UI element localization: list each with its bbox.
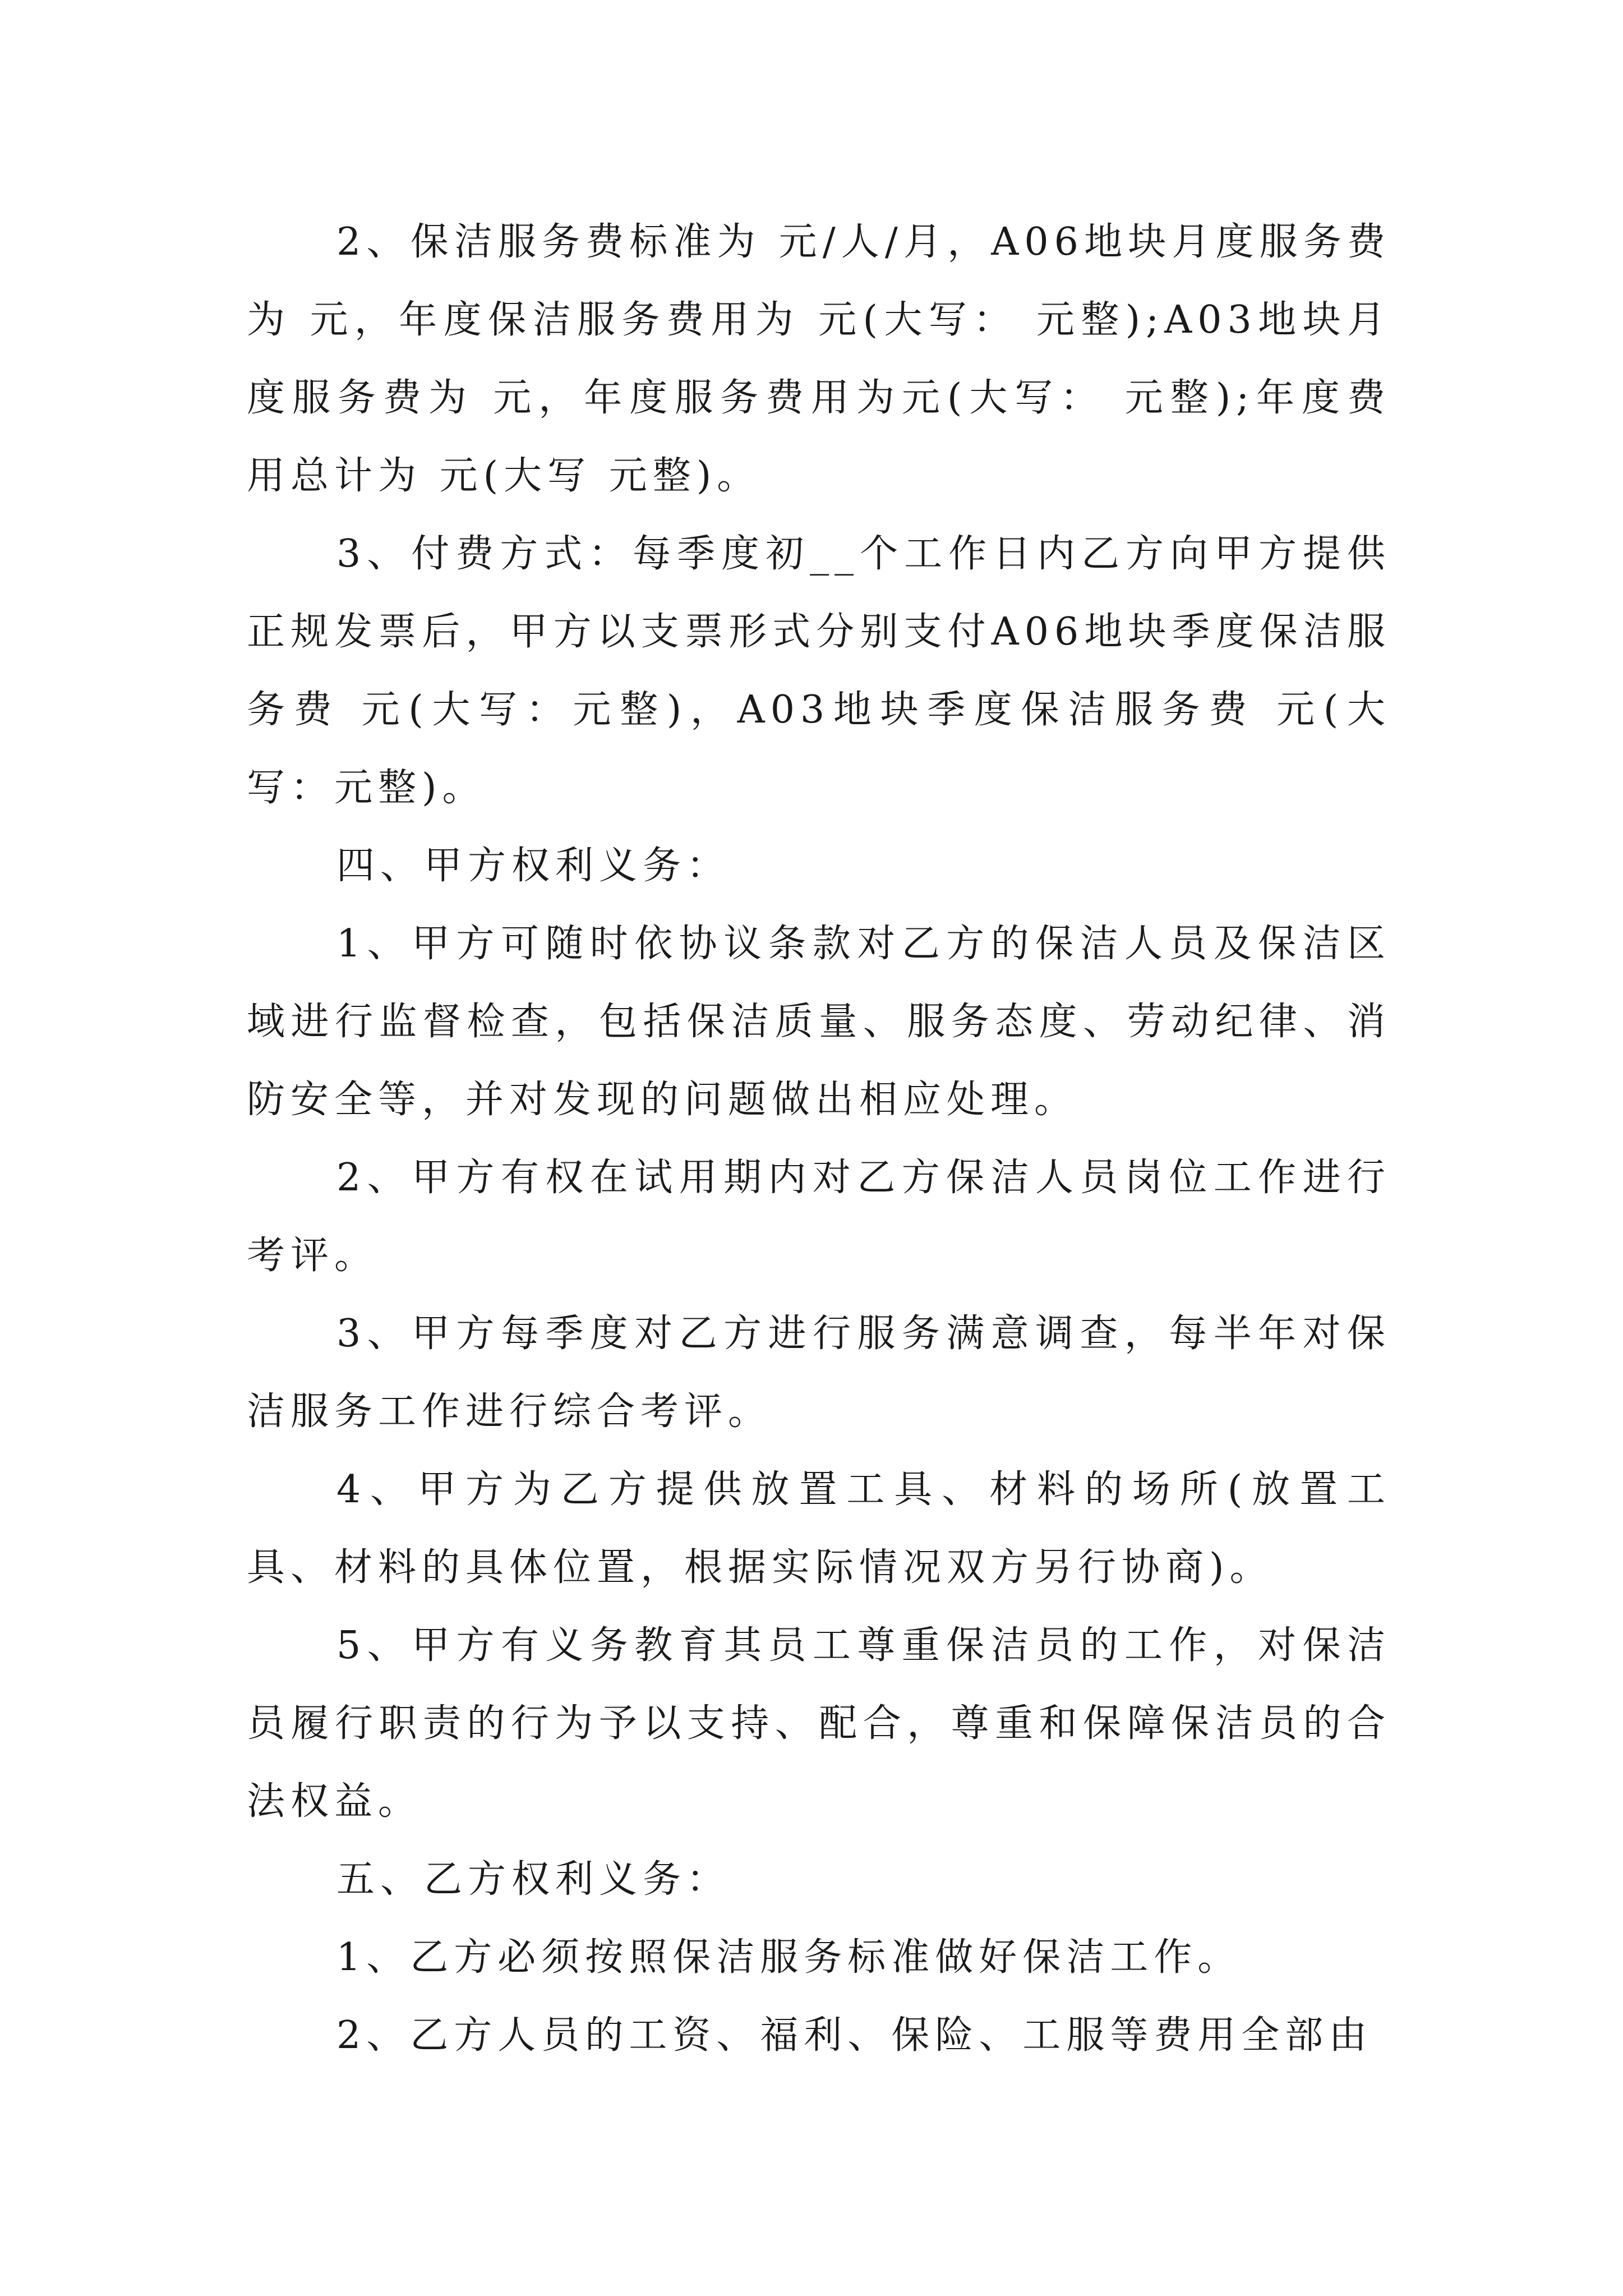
section-heading-party-a: 四、甲方权利义务： <box>336 844 731 888</box>
paragraph-fee-standard: 2、保洁服务费标准为 元/人/月，A06地块月度服务费为 元，年度保洁服务费用为 元(大写： 元整);A03地块月度服务费为 元，年度服务费用为元(大写： 元整);年度费用总计为 元(大写 元整)。 <box>247 220 1391 498</box>
document-body <box>247 203 1391 2074</box>
section-heading-party-b: 五、乙方权利义务： <box>336 1857 731 1902</box>
paragraph-party-b-item-2: 2、乙方人员的工资、福利、保险、工服等费用全部由 <box>336 2013 1373 2058</box>
paragraph-party-a-item-2: 2、甲方有权在试用期内对乙方保洁人员岗位工作进行考评。 <box>247 1156 1391 1278</box>
paragraph-payment-method: 3、付费方式：每季度初__个工作日内乙方向甲方提供正规发票后，甲方以支票形式分别支付A06地块季度保洁服务费 元(大写：元整)，A03地块季度保洁服务费 元(大写：元整)。 <box>247 532 1391 810</box>
paragraph-party-a-item-5: 5、甲方有义务教育其员工尊重保洁员的工作，对保洁员履行职责的行为予以支持、配合，尊重和保障保洁员的合法权益。 <box>247 1623 1391 1824</box>
paragraph-party-b-item-1: 1、乙方必须按照保洁服务标准做好保洁工作。 <box>336 1935 1242 1980</box>
paragraph-party-a-item-3: 3、甲方每季度对乙方进行服务满意调查，每半年对保洁服务工作进行综合考评。 <box>247 1312 1391 1434</box>
paragraph-party-a-item-1: 1、甲方可随时依协议条款对乙方的保洁人员及保洁区域进行监督检查，包括保洁质量、服务态度、劳动纪律、消防安全等，并对发现的问题做出相应处理。 <box>247 922 1391 1122</box>
paragraph-party-a-item-4: 4、甲方为乙方提供放置工具、材料的场所(放置工具、材料的具体位置，根据实际情况双方另行协商)。 <box>247 1467 1391 1590</box>
